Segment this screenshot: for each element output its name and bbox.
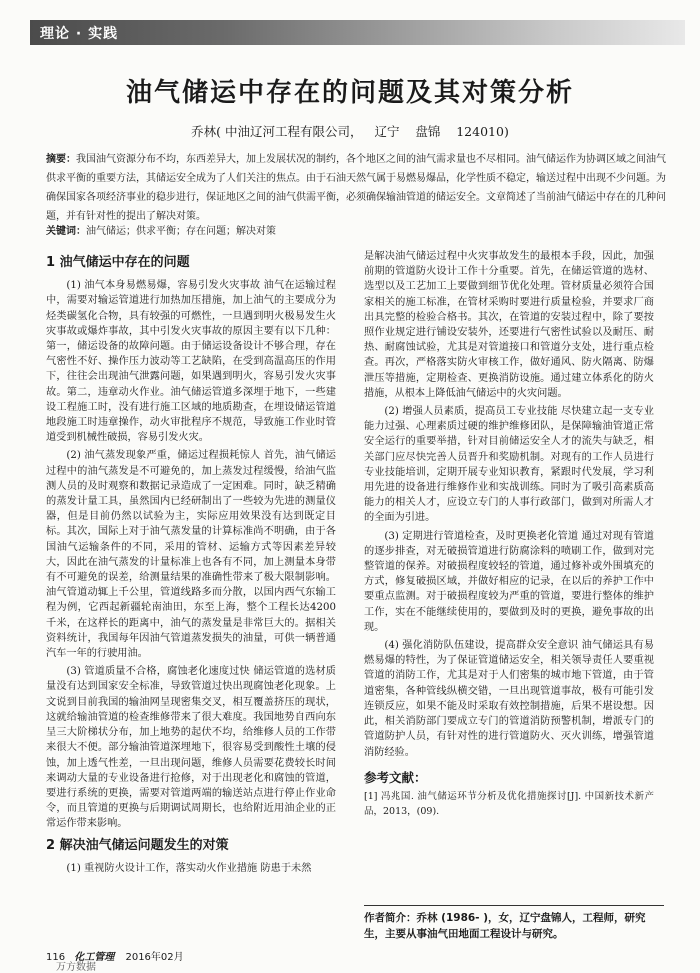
- section-1-heading: 1 油气储运中存在的问题: [46, 255, 190, 270]
- left-column: [46, 255, 336, 879]
- keywords-text: 油气储运；供求平衡；存在问题；解决对策: [86, 226, 276, 237]
- author-bio: 作者简介：乔林 (1986- )，女，辽宁盘锦人，工程师，研究生，主要从事油气田地面工程设计与研究。: [364, 912, 646, 940]
- paragraph: (4) 强化消防队伍建设，提高群众安全意识 油气储运具有易燃易爆的特性，为了保证管道储运安全，相关领导责任人要重视管道的消防工作，尤其是对于人们密集的城市地下管道，由于管道密集，各种管线纵横交错，一旦出现管道事故，极有可能引发连锁反应，如果不能及时采取有效控制措施，后果不堪设想。因此，相关消防部门要成立专门的管道消防预警机制，增派专门的管道防护人员，有针对性的进行管道防火、灭火训练，增强管道消防经验。: [364, 640, 654, 758]
- reference-item: [1] 冯兆国. 油气储运环节分析及优化措施探讨[J]. 中国新技术新产品，2013，(09).: [364, 790, 654, 817]
- paragraph: (2) 增强人员素质，提高员工专业技能 尽快建立起一支专业能力过强、心理素质过硬的维护维修团队，是保障输油管道正常安全运行的重要举措，针对目前储运安全人才的流失与缺乏，相关部门应尽快完善人员晋升和奖励机制。对现有的工作人员进行专业技能培训，定期开展专业知识教育，紧跟时代发展，学习利用先进的设备进行维修作业和实战训练。同时为了吸引高素质高能力的相关人才，应设立专门的人事行政部门，做到对所需人才的全面为引进。: [364, 406, 654, 524]
- abstract-text: 我国油气资源分布不均，东西差异大，加上发展状况的制约，各个地区之间的油气需求量也不尽相同。油气储运作为协调区域之间油气供求平衡的重要方法，其储运安全成为了人们关注的焦点。由于石油天然气属于易燃易爆品，化学性质不稳定，输送过程中出现不少问题。为确保国家各项经济事业的稳步进行，保证地区之间的油气供需平衡，必须确保输油管道的储运安全。文章简述了当前油气储运中存在的几种问题，并有针对性的提出了解决对策。: [46, 154, 666, 222]
- paragraph: (3) 管道质量不合格，腐蚀老化速度过快 储运管道的选材质量没有达到国家安全标准，导致管道过快出现腐蚀老化现象。上文说到目前我国的输油网呈现密集交叉，相互覆盖挤压的现状，这就给输油管道的检查维修带来了很大难度。我国地势自西向东呈三大阶梯状分布，加上地势的起伏不均，给维修人员的工作带来很大不便。部分输油管道深埋地下，很容易受到酸性土壤的侵蚀，加上透气性差，一旦出现问题，维修人员需要花费较长时间来调动大量的专业设备进行抢修，对于出现老化和腐蚀的管道，要进行系统的更换，需要对管道两端的输送站点进行停止作业命令，而且管道的更换与后期调试周期长，也给附近用油企业的正常运作带来影响。: [46, 666, 336, 830]
- abstract-label: 摘要：: [46, 154, 76, 165]
- references-heading: 参考文献：: [364, 769, 427, 785]
- keywords-label: 关键词：: [46, 226, 86, 237]
- issue-date: 2016年02月: [125, 952, 184, 963]
- paragraph: (1) 重视防火设计工作，落实动火作业措施 防患于未然: [66, 862, 312, 874]
- abstract: [46, 150, 666, 226]
- paragraph: (2) 油气蒸发现象严重，储运过程损耗惊人 首先，油气储运过程中的油气蒸发是不可避免的，加上蒸发过程缓慢，给油气监测人员的及时观察和数据记录造成了一定困难。同时，缺乏精确的蒸发计量工具，虽然国内已经研制出了一些较为先进的测量仪器，但是目前仍然以试验为主，实际应用效果没有达到既定目标。其次，国际上对于油气蒸发量的计算标准尚不明确，由于各国油气运输条件的不同，采用的管材、运输方式等因素差异较大，因此在油气蒸发的计量标准上也各有不同，加上测量本身带有不可避免的误差，给测量结果的准确性带来了极大限制影响。油气管道动辄上千公里，管道线路多而分散，以国内西气东输工程为例，它西起新疆轮南油田，东至上海，整个工程长达4200千米，在这样长的距离中，油气的蒸发量是非常巨大的。据相关资料统计，我国每年因油气管道蒸发损失的油量，可供一辆普通汽车一年的行驶用油。: [46, 450, 336, 660]
- section-banner: [30, 20, 685, 45]
- section-2-heading: 2 解决油气储运问题发生的对策: [46, 837, 229, 853]
- paragraph: (1) 油气本身易燃易爆，容易引发火灾事故 油气在运输过程中，需要对输运管道进行加热加压措施，加上油气的主要成分为烃类碳氢化合物，具有较强的可燃性，一旦遇到明火极易发生火灾事故或爆炸事故，其中引发火灾事故的原因主要有以下几种：第一，储运设备的故障问题。由于储运设备设计不够合理，存在气密性不好、操作压力波动等工艺缺陷，在受到高温高压的作用下，往往会出现油气泄露问题，如果遇到明火，容易引发火灾事故。第二，违章动火作业。油气储运管道多深埋于地下，一些建设工程施工时，没有进行施工区域的地质勘查，在埋设储运管道地段施工时违章操作，动火审批程序不规范，导致施工作业时管道受到机械性破损，容易引发火灾。: [46, 280, 336, 444]
- right-column: [364, 249, 654, 822]
- paragraph: 是解决油气储运过程中火灾事故发生的最根本手段，因此，加强前期的管道防火设计工作十分重要。首先，在储运管道的选材、选型以及工艺加工上要做到细节优化处理。管材质量必须符合国家相关的施工标准，在管材采购时要进行质量检验，并要求厂商出具完整的检验合格书。其次，在管道的安装过程中，除了要按照作业规定进行铺设安装外，还要进行气密性试验以及耐压、耐热、耐腐蚀试验，尤其是对管道接口和管道分支处，进行重点检查。再次，严格落实防火审核工作，做好通风、防火隔离、防爆泄压等措施，定期检查、更换消防设施。通过建立体系化的防火措施，从根本上降低油气储运中的火灾问题。: [364, 251, 654, 399]
- keywords: [46, 222, 666, 237]
- watermark: 万方数据: [56, 962, 96, 973]
- author-line: 乔林( 中油辽河工程有限公司， 辽宁 盘锦 124010): [191, 124, 509, 139]
- divider: [364, 905, 664, 906]
- page-number: 116: [46, 952, 66, 963]
- magazine-name: 化工管理: [74, 952, 115, 963]
- banner-label: 理论 · 实践: [40, 26, 119, 42]
- article-title: 油气储运中存在的问题及其对策分析: [125, 78, 574, 108]
- paragraph: (3) 定期进行管道检查，及时更换老化管道 通过对现有管道的逐步排查，对无破损管道进行防腐涂料的喷刷工作，做到对完整管道的保养。对破损程度较轻的管道，通过修补或外围填充的方式，修复破损区域，并做好相应的记录，在以后的养护工作中要重点监测。对于破损程度较为严重的管道，要进行整体的维护工作，实在不能继续使用的，要做到及时的更换，避免事故的出现。: [364, 530, 654, 633]
